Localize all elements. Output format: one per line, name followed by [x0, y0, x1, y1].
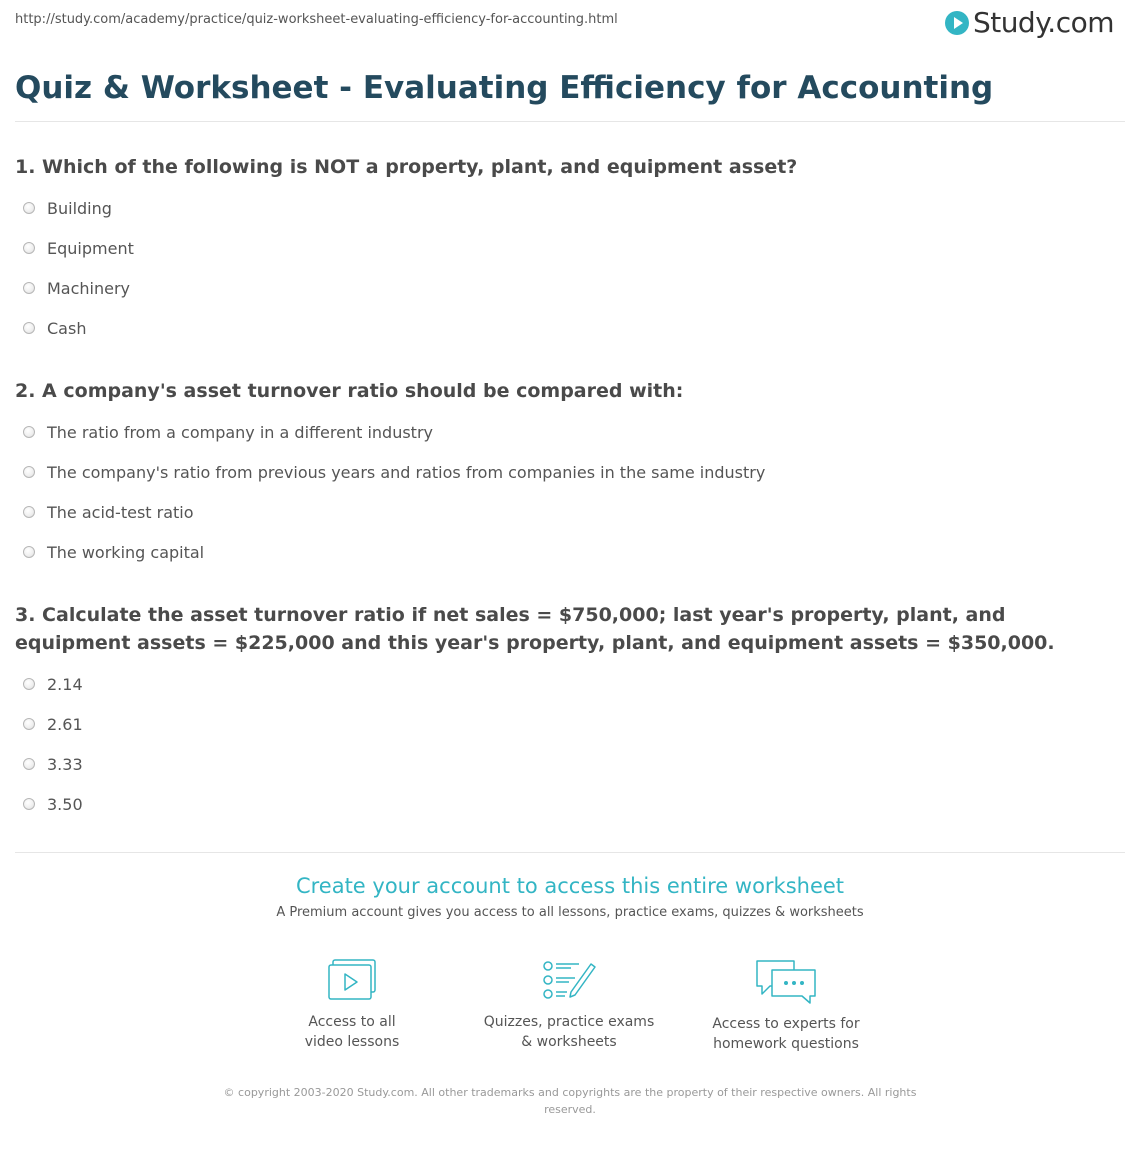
radio-button[interactable]	[23, 202, 35, 214]
radio-button[interactable]	[23, 718, 35, 730]
option-label: The acid-test ratio	[47, 502, 194, 522]
feature-label: Quizzes, practice exams & worksheets	[483, 1014, 655, 1050]
radio-button[interactable]	[23, 282, 35, 294]
copyright-text: © copyright 2003-2020 Study.com. All other trademarks and copyrights are the property of their respective owners. All rights reserved.	[223, 1086, 917, 1116]
option-label: The ratio from a company in a different industry	[47, 422, 433, 442]
copyright-footer	[0, 1084, 1140, 1118]
radio-button[interactable]	[23, 466, 35, 478]
option-label: The company's ratio from previous years and ratios from companies in the same industry	[47, 462, 766, 482]
feature-label: Access to experts for homework questions	[712, 1016, 860, 1052]
radio-button[interactable]	[23, 242, 35, 254]
cta-divider	[15, 852, 1125, 853]
answer-option[interactable]	[15, 188, 134, 228]
option-label: The working capital	[47, 542, 205, 562]
logo-text: Study.com	[972, 6, 1114, 39]
option-label: Machinery	[47, 278, 131, 298]
option-label: 3.50	[47, 794, 83, 814]
study-logo[interactable]	[945, 6, 1114, 39]
answer-option[interactable]	[15, 452, 765, 492]
radio-button[interactable]	[23, 798, 35, 810]
answer-option[interactable]	[15, 308, 134, 348]
answer-option[interactable]	[15, 784, 83, 824]
answer-option[interactable]	[15, 744, 83, 784]
video-lessons-icon	[326, 958, 378, 1002]
page-title: Quiz & Worksheet - Evaluating Efficiency for Accounting	[15, 70, 994, 106]
answer-option[interactable]	[15, 704, 83, 744]
question-3: 3. Calculate the asset turnover ratio if net sales = $750,000; last year's property, plant, and equipment assets = $225,000 and this year's property, plant, and equipment assets = $350,000.	[15, 604, 1055, 654]
chat-bubbles-icon	[754, 958, 818, 1004]
radio-button[interactable]	[23, 758, 35, 770]
question-1-options	[15, 188, 134, 348]
option-label: Building	[47, 198, 112, 218]
answer-option[interactable]	[15, 532, 765, 572]
option-label: Cash	[47, 318, 87, 338]
answer-option[interactable]	[15, 268, 134, 308]
option-label: 2.14	[47, 674, 83, 694]
radio-button[interactable]	[23, 546, 35, 558]
radio-button[interactable]	[23, 322, 35, 334]
answer-option[interactable]	[15, 228, 134, 268]
feature-quizzes	[469, 958, 669, 1052]
question-3-options	[15, 664, 83, 824]
radio-button[interactable]	[23, 426, 35, 438]
question-2-options	[15, 412, 765, 572]
feature-label: Access to all video lessons	[304, 1014, 400, 1050]
answer-option[interactable]	[15, 492, 765, 532]
page-url: http://study.com/academy/practice/quiz-worksheet-evaluating-efficiency-for-accounting.html	[15, 12, 618, 27]
answer-option[interactable]	[15, 664, 83, 704]
radio-button[interactable]	[23, 678, 35, 690]
feature-video-lessons	[252, 958, 452, 1052]
option-label: Equipment	[47, 238, 134, 258]
title-divider	[15, 121, 1125, 122]
cta-title[interactable]: Create your account to access this entire worksheet	[295, 874, 845, 898]
feature-experts	[686, 958, 886, 1054]
radio-button[interactable]	[23, 506, 35, 518]
question-2: 2. A company's asset turnover ratio should be compared with:	[15, 380, 684, 402]
top-bar	[0, 0, 1140, 48]
question-1: 1. Which of the following is NOT a property, plant, and equipment asset?	[15, 156, 798, 178]
answer-option[interactable]	[15, 412, 765, 452]
option-label: 3.33	[47, 754, 83, 774]
cta-subtitle: A Premium account gives you access to all lessons, practice exams, quizzes & worksheets	[276, 905, 864, 920]
quiz-checklist-icon	[541, 958, 597, 1002]
option-label: 2.61	[47, 714, 83, 734]
play-circle-logo-icon	[945, 11, 969, 35]
